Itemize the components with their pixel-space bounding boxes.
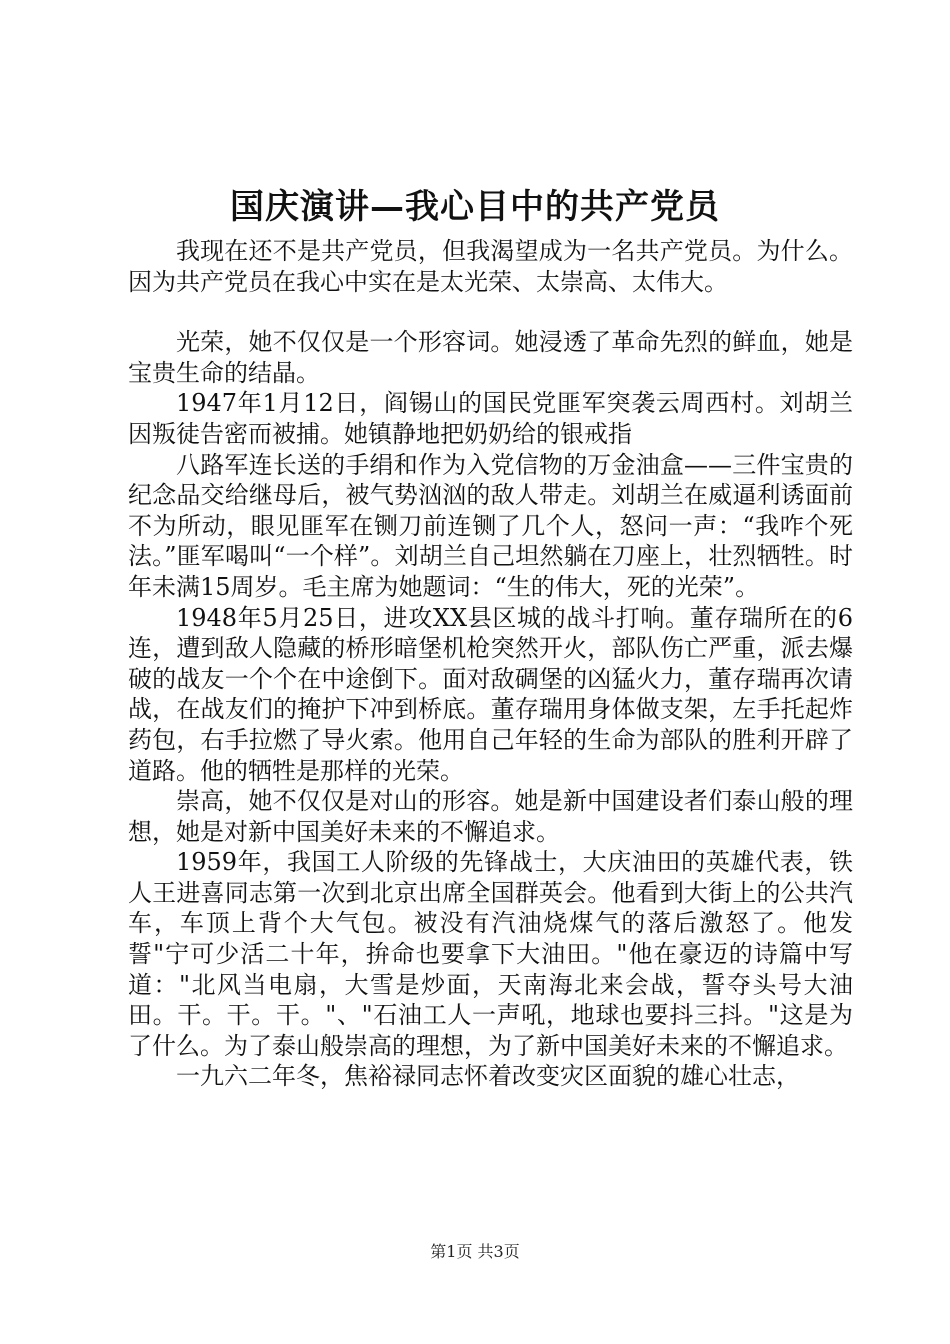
paragraph-liu-hulan-arrest: 1947年1月12日，阎锡山的国民党匪军突袭云周西村。刘胡兰因叛徒告密而被捕。她镇静地把奶奶给的银戒指 [128,389,853,448]
document-title: 国庆演讲—我心目中的共产党员 [230,187,720,227]
paragraph-dong-cunrui: 1948年5月25日，进攻XX县区城的战斗打响。董存瑞所在的6连，遭到敌人隐藏的桥形暗堡机枪突然开火，部队伤亡严重，派去爆破的战友一个个在中途倒下。面对敌碉堡的凶猛火力，董存瑞再次请战，在战友们的掩护下冲到桥底。董存瑞用身体做支架，左手托起炸药包，右手拉燃了导火索。他用自己年轻的生命为部队的胜利开辟了道路。他的牺牲是那样的光荣。 [128,603,853,785]
paragraph-wang-jinxi: 1959年，我国工人阶级的先锋战士，大庆油田的英雄代表，铁人王进喜同志第一次到北京出席全国群英会。他看到大街上的公共汽车，车顶上背个大气包。被没有汽油烧煤气的落后激怒了。他发誓"宁可少活二十年，拚命也要拿下大油田。"他在豪迈的诗篇中写道："北风当电扇，大雪是炒面，天南海北来会战，誓夺头号大油田。干。干。干。"、"石油工人一声吼，地球也要抖三抖。"这是为了什么。为了泰山般崇高的理想，为了新中国美好未来的不懈追求。 [128,848,853,1060]
paragraph-lofty: 崇高，她不仅仅是对山的形容。她是新中国建设者们泰山般的理想，她是对新中国美好未来的不懈追求。 [128,787,853,846]
paragraph-intro: 我现在还不是共产党员，但我渴望成为一名共产党员。为什么。因为共产党员在我心中实在是太光荣、太崇高、太伟大。 [128,237,853,296]
paragraph-liu-hulan-sacrifice: 八路军连长送的手绢和作为入党信物的万金油盒——三件宝贵的纪念品交给继母后，被气势汹汹的敌人带走。刘胡兰在威逼利诱面前不为所动，眼见匪军在铡刀前连铡了几个人，怒问一声：“我咋个死法。”匪军喝叫“一个样”。刘胡兰自己坦然躺在刀座上，壮烈牺牲。时年未满15周岁。毛主席为她题词：“生的伟大，死的光荣”。 [128,450,853,601]
page-footer: 第1页 共3页 [430,1242,520,1261]
paragraph-glory: 光荣，她不仅仅是一个形容词。她浸透了革命先烈的鲜血，她是宝贵生命的结晶。 [128,328,853,387]
document-body [128,236,853,1092]
paragraph-jiao-yulu: 一九六二年冬，焦裕禄同志怀着改变灾区面貌的雄心壮志， [176,1062,800,1091]
